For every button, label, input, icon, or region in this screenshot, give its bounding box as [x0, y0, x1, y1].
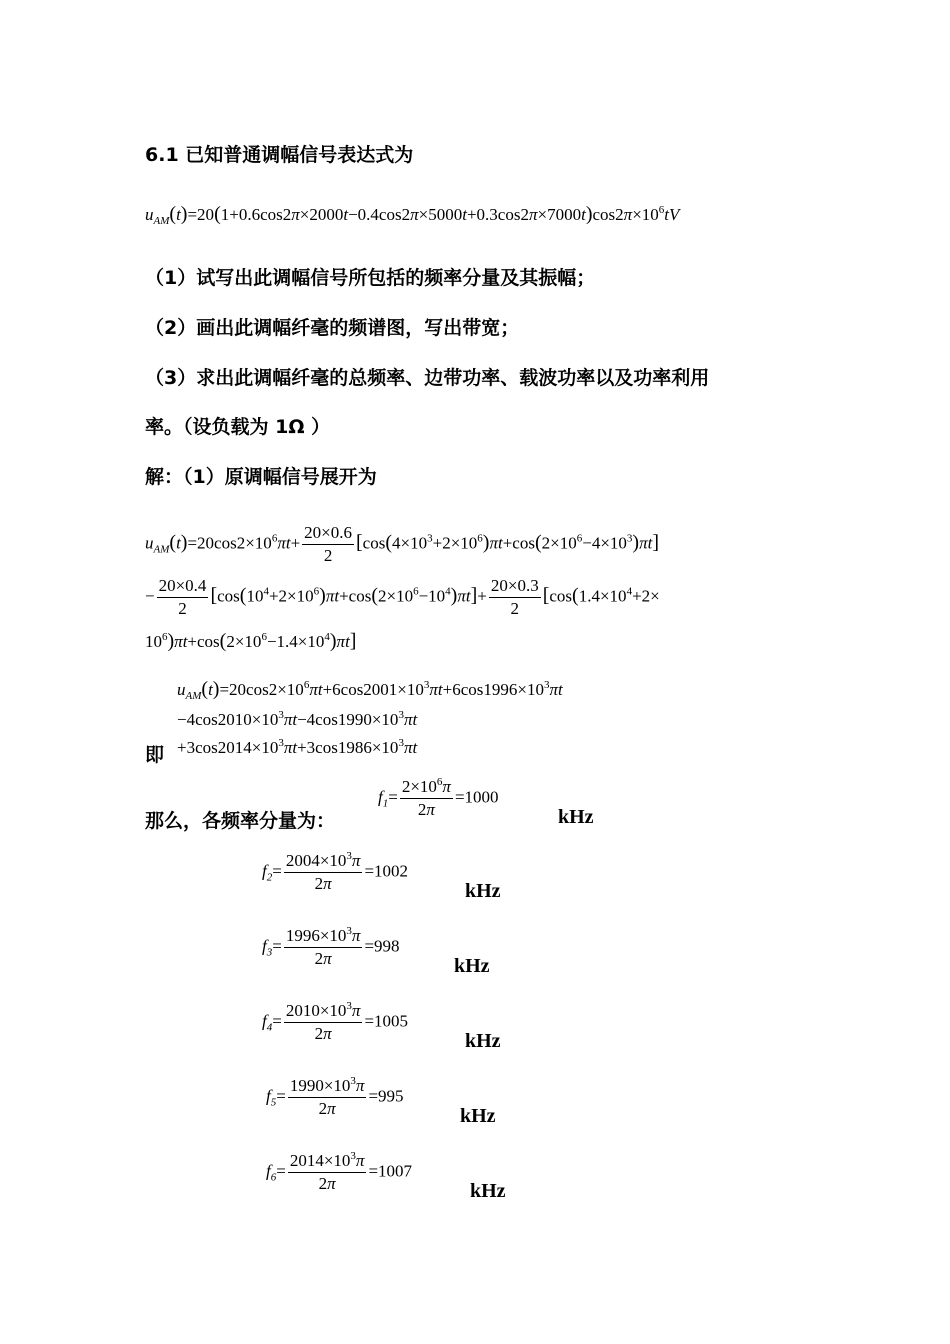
- expansion-line-2: − $\frac{20\times 0.4}{2}$ $[\cos(10^4+2\times 10^6)\pi t+\cos(2\times 10^6-10^4)\pi t]+$ $\frac{20\times 0.3}{2}$ [$\cos(1.4\times 10^4+2\times$: [145, 576, 660, 618]
- freq-f6: $f_6=$ $\frac{2014\times 10^3\pi}{2\pi}$ =1007: [266, 1150, 413, 1193]
- expansion-line-1: $u_{AM}(t)=20\cos 2\times 10^6\pi t+$ $\frac{20\times 0.6}{2}$ $[\cos(4\times 10^3+2\times 10^6)\pi t+\cos(2\times 10^6-4\times 10^3)\pi t]$: [145, 523, 660, 565]
- freq-f4-value: 1005: [374, 1011, 409, 1031]
- question-2: （2）画出此调幅纤毫的频谱图，写出带宽；: [145, 317, 520, 339]
- am-signal-expression: $u_{AM}(t)=20(1+0.6\cos 2\pi\times 2000t-0.4\cos 2\pi\times 5000t+0.3\cos 2\pi\times 7000t)\cos 2\pi\times 10^6tV$: [145, 203, 680, 227]
- solution-intro: 解：（1）原调幅信号展开为: [145, 466, 377, 488]
- freq-f3-unit: kHz: [454, 955, 490, 977]
- freq-f1: $f_1=$ $\frac{2\times 10^6\pi}{2\pi}$ =1000: [378, 776, 499, 819]
- ji-label: 即: [145, 744, 165, 766]
- simplified-line-1: $u_{AM}(t)=20\cos 2\times 10^6\pi t+6\cos 2001\times 10^3\pi t+6\cos 1996\times 10^3\pi t$: [177, 678, 563, 702]
- simplified-line-2: $-4\cos 2010\times 10^3\pi t-4\cos 1990\times 10^3\pi t$: [177, 709, 418, 729]
- simplified-line-3: $+3\cos 2014\times 10^3\pi t+3\cos 1986\times 10^3\pi t$: [177, 737, 418, 757]
- freq-f4: $f_4=$ $\frac{2010\times 10^3\pi}{2\pi}$ =1005: [262, 1000, 409, 1043]
- freq-f2-unit: kHz: [465, 880, 501, 902]
- freq-f1-unit: kHz: [558, 806, 594, 828]
- freq-f3-value: 998: [374, 936, 400, 956]
- problem-title: 6.1 已知普通调幅信号表达式为: [145, 144, 414, 166]
- freq-f2-value: 1002: [374, 861, 409, 881]
- freq-f5-value: 995: [378, 1086, 404, 1106]
- freq-f6-unit: kHz: [470, 1180, 506, 1202]
- question-3-line-1: （3）求出此调幅纤毫的总频率、边带功率、载波功率以及功率利用: [145, 367, 710, 389]
- freq-f5-unit: kHz: [460, 1105, 496, 1127]
- freq-f4-unit: kHz: [465, 1030, 501, 1052]
- freq-f1-value: 1000: [464, 787, 499, 807]
- freq-f3: $f_3=$ $\frac{1996\times 10^3\pi}{2\pi}$ =998: [262, 925, 400, 968]
- expansion-line-3: $10^6)\pi t+\cos(2\times 10^6-1.4\times 10^4)\pi t$]: [145, 630, 357, 652]
- freq-f2: $f_2=$ $\frac{2004\times 10^3\pi}{2\pi}$ =1002: [262, 850, 409, 893]
- freq-f6-value: 1007: [378, 1161, 413, 1181]
- freq-f5: $f_5=$ $\frac{1990\times 10^3\pi}{2\pi}$ =995: [266, 1075, 404, 1118]
- components-intro: 那么，各频率分量为：: [145, 810, 336, 832]
- question-1: （1）试写出此调幅信号所包括的频率分量及其振幅；: [145, 267, 596, 289]
- question-3-line-2: 率。（设负载为 1Ω ）: [145, 416, 331, 438]
